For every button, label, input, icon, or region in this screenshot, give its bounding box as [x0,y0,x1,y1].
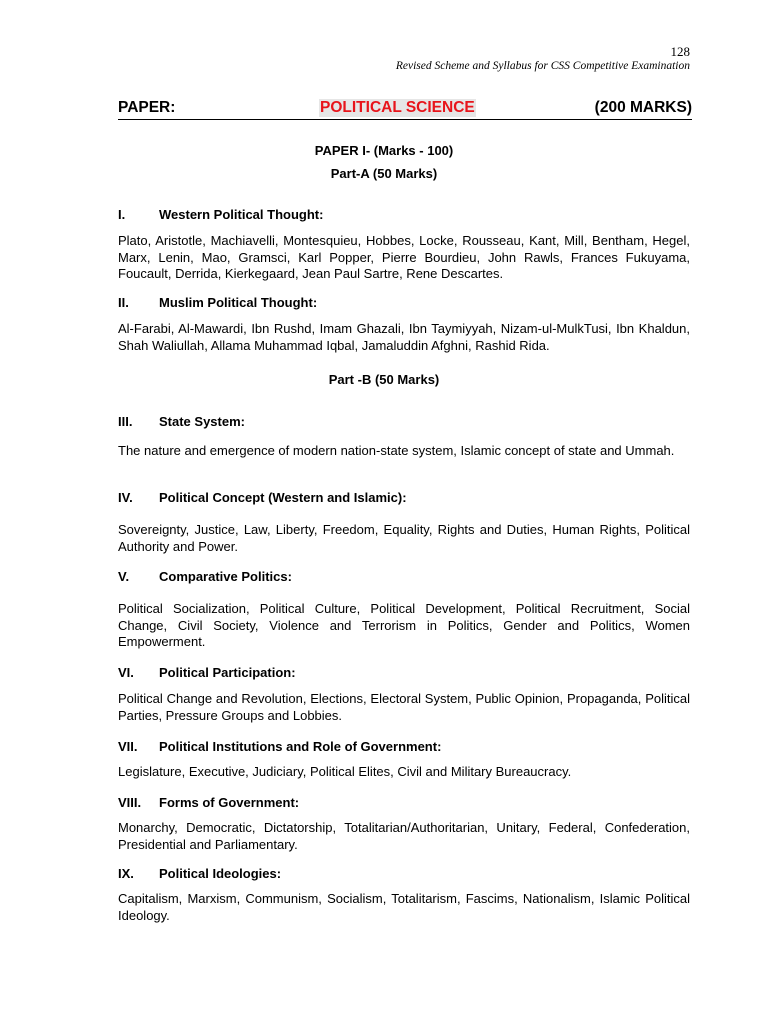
section-number: III. [118,414,133,429]
section-title: Political Ideologies: [159,866,282,881]
section-title: Muslim Political Thought: [159,295,318,310]
page-number: 128 [670,44,690,59]
section-title: Political Institutions and Role of Government: [159,739,442,754]
section-title: State System: [159,414,245,429]
paper-heading: PAPER I- (Marks - 100) [314,143,454,158]
section-number: V. [118,569,130,584]
section-body: Monarchy, Democratic, Dictatorship, Totalitarian/Authoritarian, Unitary, Federal, Confederation, Presidential and Parliamentary. [118,820,690,852]
section-number: VII. [118,739,138,754]
section-body: The nature and emergence of modern nation-state system, Islamic concept of state and Ummah. [118,443,675,458]
part-a-heading: Part-A (50 Marks) [330,166,438,181]
section-body: Al-Farabi, Al-Mawardi, Ibn Rushd, Imam Ghazali, Ibn Taymiyyah, Nizam-ul-MulkTusi, Ibn Khaldun, Shah Waliullah, Allama Muhammad Iqbal, Jamaluddin Afghni, Rashid Rida. [118,321,690,353]
part-b-heading: Part -B (50 Marks) [328,372,440,387]
section-title: Political Concept (Western and Islamic): [159,490,407,505]
paper-title-row [118,99,692,120]
section-body: Sovereignty, Justice, Law, Liberty, Freedom, Equality, Rights and Duties, Human Rights, Political Authority and Power. [118,522,690,554]
section-title: Western Political Thought: [159,207,324,222]
section-body: Political Socialization, Political Culture, Political Development, Political Recruitment, Social Change, Civil Society, Violence and Terrorism in Politics, Gender and Politics, Women Empowerment. [118,601,690,649]
paper-label: PAPER: [118,99,176,116]
section-body: Legislature, Executive, Judiciary, Political Elites, Civil and Military Bureaucracy. [118,764,572,779]
section-title: Forms of Government: [159,795,300,810]
section-number: IV. [118,490,133,505]
section-number: VIII. [118,795,142,810]
section-body: Plato, Aristotle, Machiavelli, Montesquieu, Hobbes, Locke, Rousseau, Kant, Mill, Bentham, Hegel, Marx, Lenin, Mao, Gramsci, Karl Popper, Pierre Bourdieu, John Rawls, Frances Fukuyama, Foucault, Derrida, Kierkegaard, Jean Paul Sartre, Rene Descartes. [118,233,690,281]
subject-title: POLITICAL SCIENCE [320,99,475,116]
section-number: IX. [118,866,134,881]
section-body: Political Change and Revolution, Elections, Electoral System, Public Opinion, Propaganda, Political Parties, Pressure Groups and Lobbies. [118,691,690,723]
total-marks: (200 MARKS) [594,99,692,116]
running-header: Revised Scheme and Syllabus for CSS Competitive Examination [395,60,690,72]
section-body: Capitalism, Marxism, Communism, Socialism, Totalitarism, Fascims, Nationalism, Islamic Political Ideology. [118,891,690,923]
section-number: II. [118,295,129,310]
section-number: I. [118,207,126,222]
section-title: Political Participation: [159,665,296,680]
section-number: VI. [118,665,134,680]
section-title: Comparative Politics: [159,569,292,584]
